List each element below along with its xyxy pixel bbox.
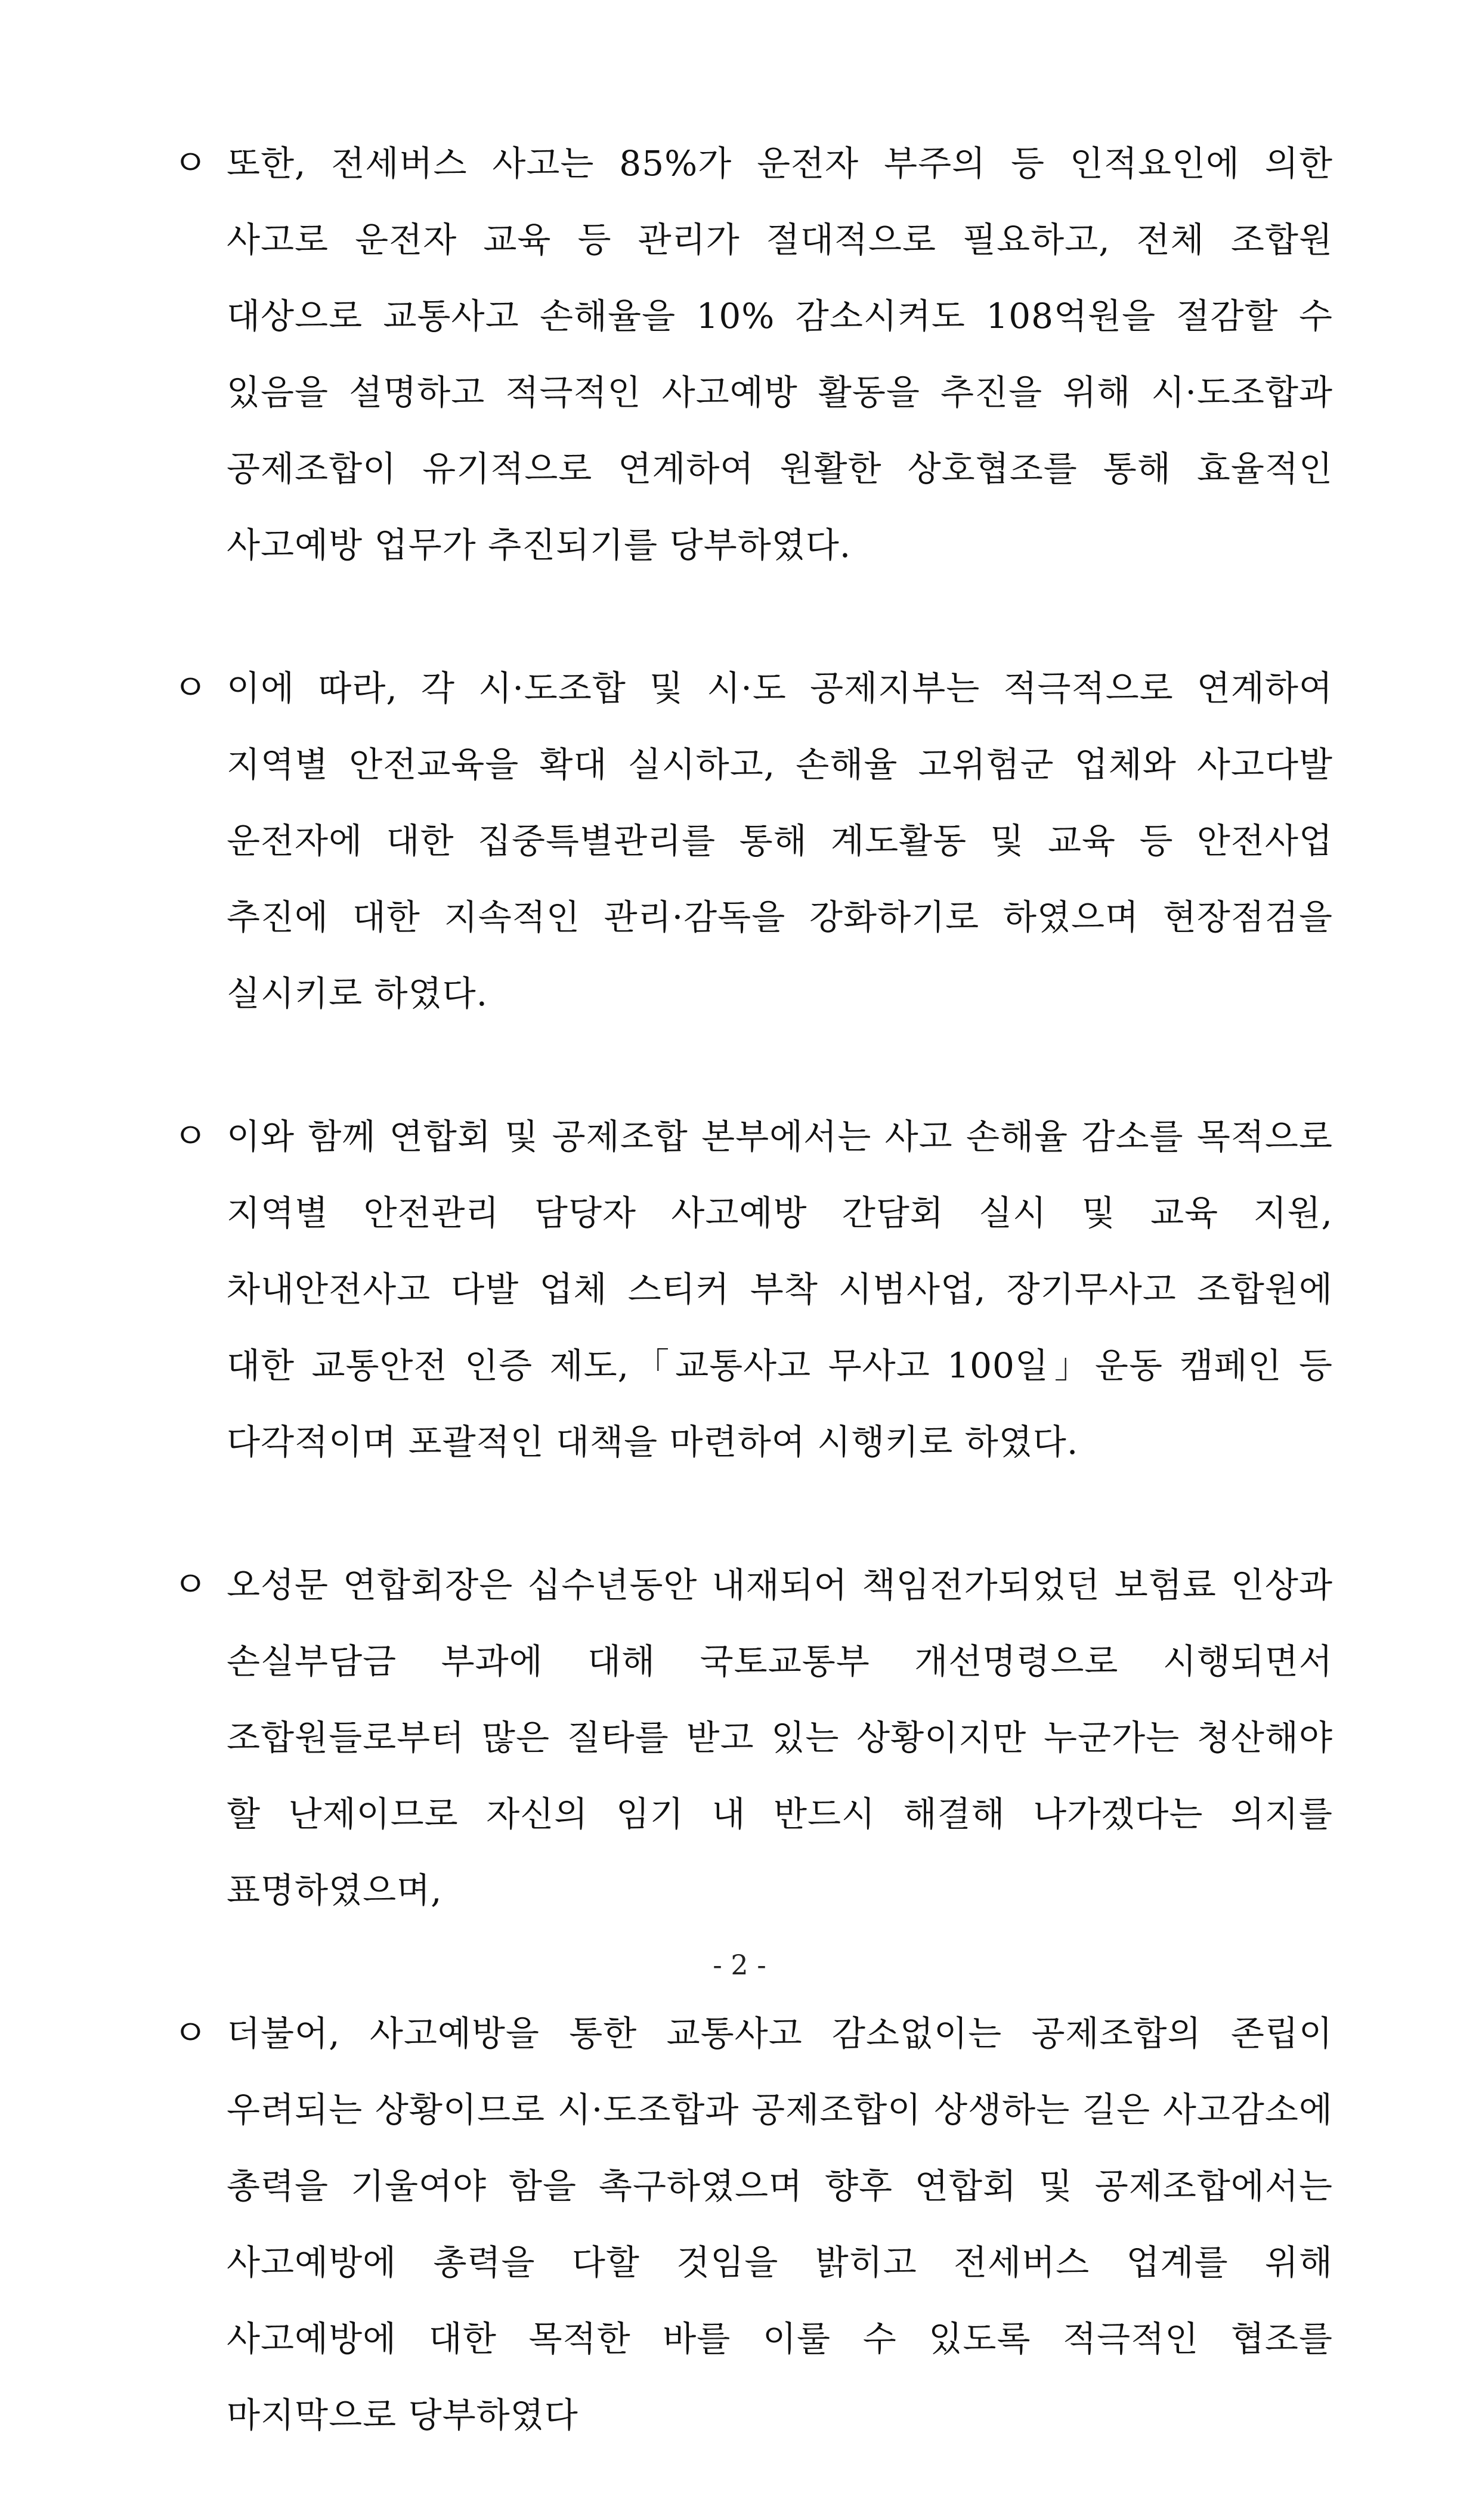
page-number: - 2 - [713, 1949, 766, 1981]
paragraph-regional-cooperation [173, 650, 1333, 1032]
paragraph-accident-cause [173, 125, 1333, 583]
paragraph-text: 또한, 전세버스 사고는 85%가 운전자 부주의 등 인적요인에 의한 사고로 운전자 교육 등 관리가 절대적으로 필요하고, 전체 조합원 대상으로 교통사고 손해율을 10% 감소시켜도 108억원을 절감할 수 있음을 설명하고 적극적인 사고예방 활동을 추진을 위해 시·도조합과 공제조합이 유기적으로 연계하여 원활한 상호협조를 통해 효율적인 사고예방 업무가 추진되기를 당부하였다. [227, 143, 1333, 565]
paragraph-headquarters-measures [173, 1098, 1333, 1480]
paragraph-chairman-statement [173, 1547, 1333, 1928]
circle-bullet-icon: ㅇ [173, 667, 208, 709]
paragraph-text: 오성문 연합회장은 십수년동안 내재되어 책임전가되었던 보험료 인상과 손실부담금 부과에 대해 국토교통부 개선명령으로 시행되면서 조합원들로부터 많은 질타를 받고 있는 상황이지만 누군가는 청산해야 할 난제이므로 자신의 임기 내 반드시 해결해 나가겠다는 의지를 표명하였으며, [227, 1565, 1333, 1911]
circle-bullet-icon: ㅇ [173, 2013, 208, 2054]
paragraph-text: 이와 함께 연합회 및 공제조합 본부에서는 사고 손해율 감소를 목적으로 지역별 안전관리 담당자 사고예방 간담회 실시 및 교육 지원, 차내안전사고 다발 업체 스티커 부착 시범사업, 장기무사고 조합원에 대한 교통안전 인증 제도,「교통사고 무사고 100일」운동 캠페인 등 다각적이며 포괄적인 대책을 마련하여 시행키로 하였다. [227, 1116, 1333, 1462]
circle-bullet-icon: ㅇ [173, 1564, 208, 1606]
paragraph-text: 이에 따라, 각 시·도조합 및 시·도 공제지부는 적극적으로 연계하여 지역별 안전교육을 확대 실시하고, 손해율 고위험군 업체와 사고다발 운전자에 대한 집중특별관리를 통해 계도활동 및 교육 등 안전사업 추진에 대한 지속적인 관리·감독을 강화하기로 하였으며 현장점검을 실시키로 하였다. [227, 668, 1333, 1014]
document-body [173, 125, 1333, 2520]
circle-bullet-icon: ㅇ [173, 1116, 208, 1157]
circle-bullet-icon: ㅇ [173, 143, 208, 184]
paragraph-closing-request [173, 1995, 1333, 2453]
paragraph-text: 더불어, 사고예방을 통한 교통사고 감소없이는 공제조합의 존립이 우려되는 상황이므로 시·도조합과 공제조합이 상생하는 길은 사고감소에 총력을 기울여야 함을 촉구하였으며 향후 연합회 및 공제조합에서는 사고예방에 총력을 다할 것임을 밝히고 전세버스 업계를 위해 사고예방에 대한 목적한 바를 이룰 수 있도록 적극적인 협조를 마지막으로 당부하였다 [227, 2013, 1333, 2435]
